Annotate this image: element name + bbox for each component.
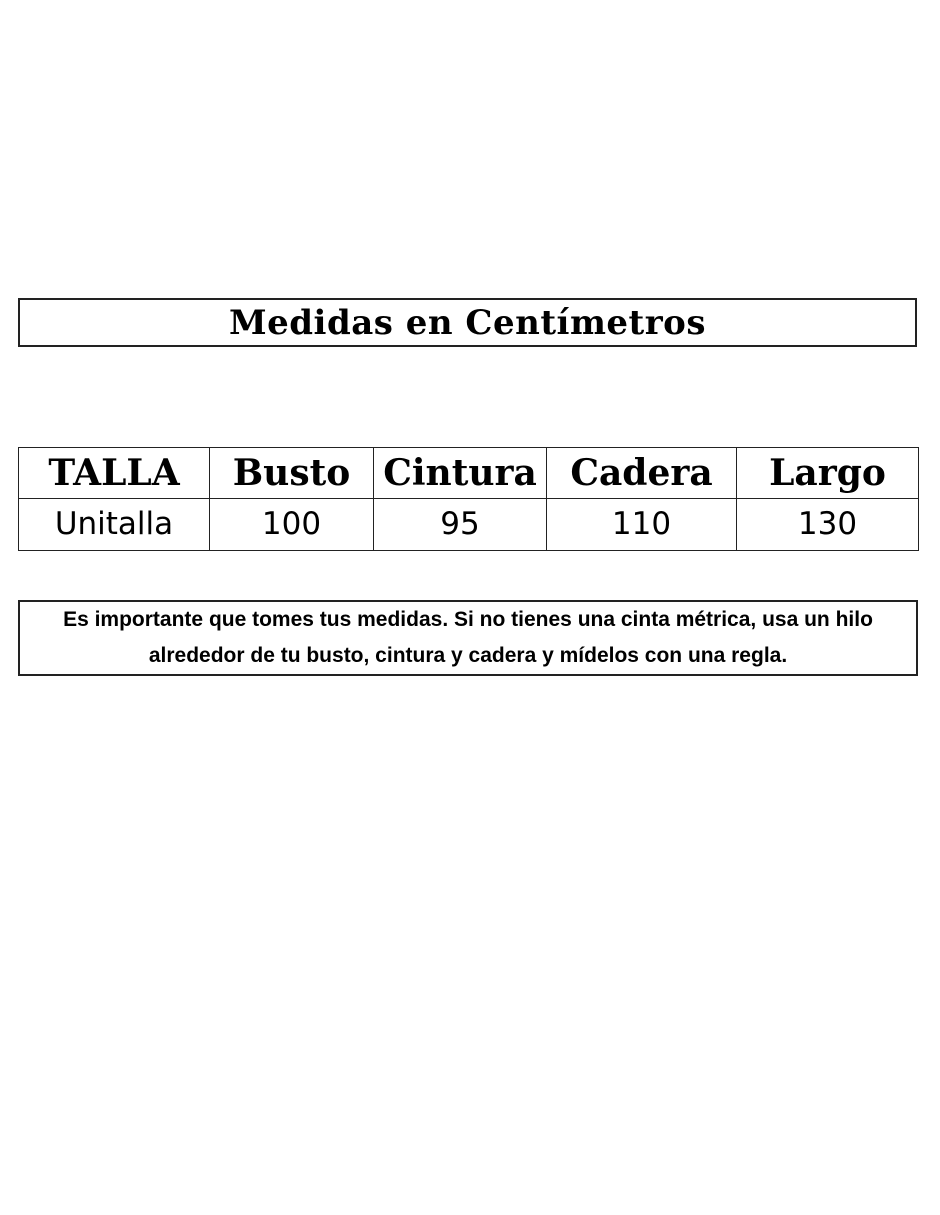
cell-cadera: 110 <box>547 499 737 551</box>
header-cintura: Cintura <box>374 448 547 499</box>
cell-largo: 130 <box>737 499 919 551</box>
size-chart-table <box>18 447 919 551</box>
header-talla: TALLA <box>19 448 210 499</box>
cell-cintura: 95 <box>374 499 547 551</box>
header-busto: Busto <box>210 448 374 499</box>
page-title: Medidas en Centímetros <box>228 302 706 343</box>
table-row <box>19 499 919 551</box>
cell-talla: Unitalla <box>19 499 210 551</box>
note-box <box>18 600 918 676</box>
header-largo: Largo <box>737 448 919 499</box>
title-box <box>18 298 917 347</box>
table-header-row <box>19 448 919 499</box>
measurement-note: Es importante que tomes tus medidas. Si no tienes una cinta métrica, usa un hilo alrededor de tu busto, cintura y cadera y mídelos con una regla. <box>63 608 873 667</box>
cell-busto: 100 <box>210 499 374 551</box>
header-cadera: Cadera <box>547 448 737 499</box>
